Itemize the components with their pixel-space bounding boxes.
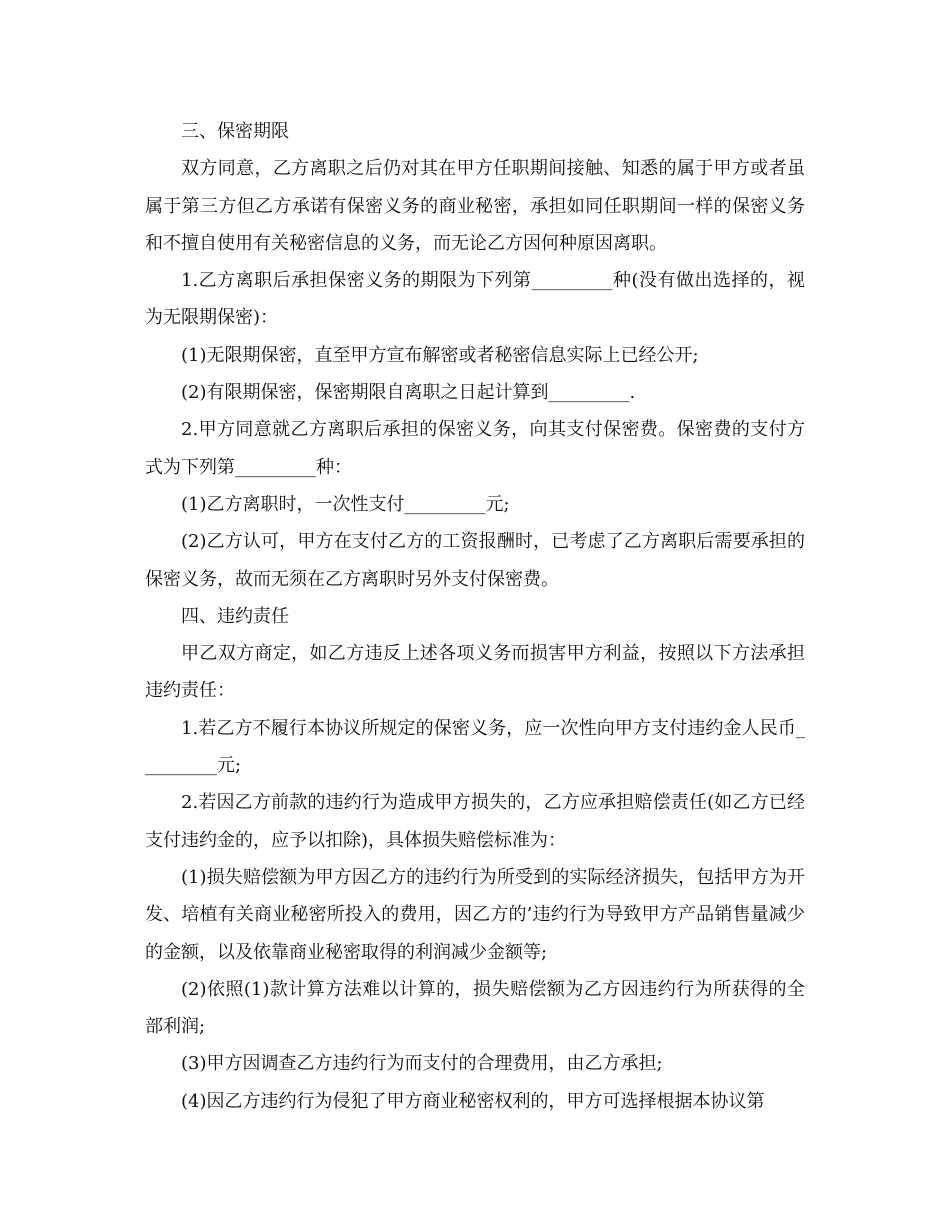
clause-1-confidentiality-term: 1.乙方离职后承担保密义务的期限为下列第_________种(没有做出选择的，视为无限期保密)： [145, 270, 805, 329]
breach-clause-2-item-4: (4)因乙方违约行为侵犯了甲方商业秘密权利的，甲方可选择根据本协议第 [181, 1090, 765, 1112]
clause-1-option-2: (2)有限期保密，保密期限自离职之日起计算到_________. [181, 382, 636, 404]
breach-clause-2-compensation: 2.若因乙方前款的违约行为造成甲方损失的，乙方应承担赔偿责任(如乙方已经支付违约金的，应予以扣除)，具体损失赔偿标准为： [145, 792, 805, 851]
section-heading-breach-liability: 四、违约责任 [181, 605, 289, 627]
clause-2-option-1: (1)乙方离职时，一次性支付_________元; [181, 493, 510, 515]
breach-clause-1-penalty: 1.若乙方不履行本协议所规定的保密义务，应一次性向甲方支付违约金人民币_________元; [145, 717, 805, 777]
breach-clause-2-item-2: (2)依照(1)款计算方法难以计算的，损失赔偿额为乙方因违约行为所获得的全部利润; [145, 978, 805, 1038]
clause-2-confidentiality-fee: 2.甲方同意就乙方离职后承担的保密义务，向其支付保密费。保密费的支付方式为下列第_________种： [145, 419, 805, 478]
paragraph-breach-intro: 甲乙双方商定，如乙方违反上述各项义务而损害甲方利益，按照以下方法承担违约责任： [145, 643, 805, 702]
clause-2-option-2: (2)乙方认可，甲方在支付乙方的工资报酬时，已考虑了乙方离职后需要承担的保密义务，故而无须在乙方离职时另外支付保密费。 [145, 531, 805, 590]
breach-clause-2-item-3: (3)甲方因调查乙方违约行为而支付的合理费用，由乙方承担; [181, 1053, 663, 1075]
document-page [145, 113, 805, 1120]
breach-clause-2-item-1: (1)损失赔偿额为甲方因乙方的违约行为所受到的实际经济损失，包括甲方为开发、培植有关商业秘密所投入的费用，因乙方的’违约行为导致甲方产品销售量减少的金额，以及依靠商业秘密取得的利润减少金额等; [145, 866, 805, 963]
clause-1-option-1: (1)无限期保密，直至甲方宣布解密或者秘密信息实际上已经公开; [181, 344, 699, 366]
paragraph-mutual-agreement: 双方同意，乙方离职之后仍对其在甲方任职期间接触、知悉的属于甲方或者虽属于第三方但乙方承诺有保密义务的商业秘密，承担如同任职期间一样的保密义务和不擅自使用有关秘密信息的义务，而无论乙方因何种原因离职。 [145, 158, 805, 254]
section-heading-confidentiality-period: 三、保密期限 [181, 121, 289, 142]
